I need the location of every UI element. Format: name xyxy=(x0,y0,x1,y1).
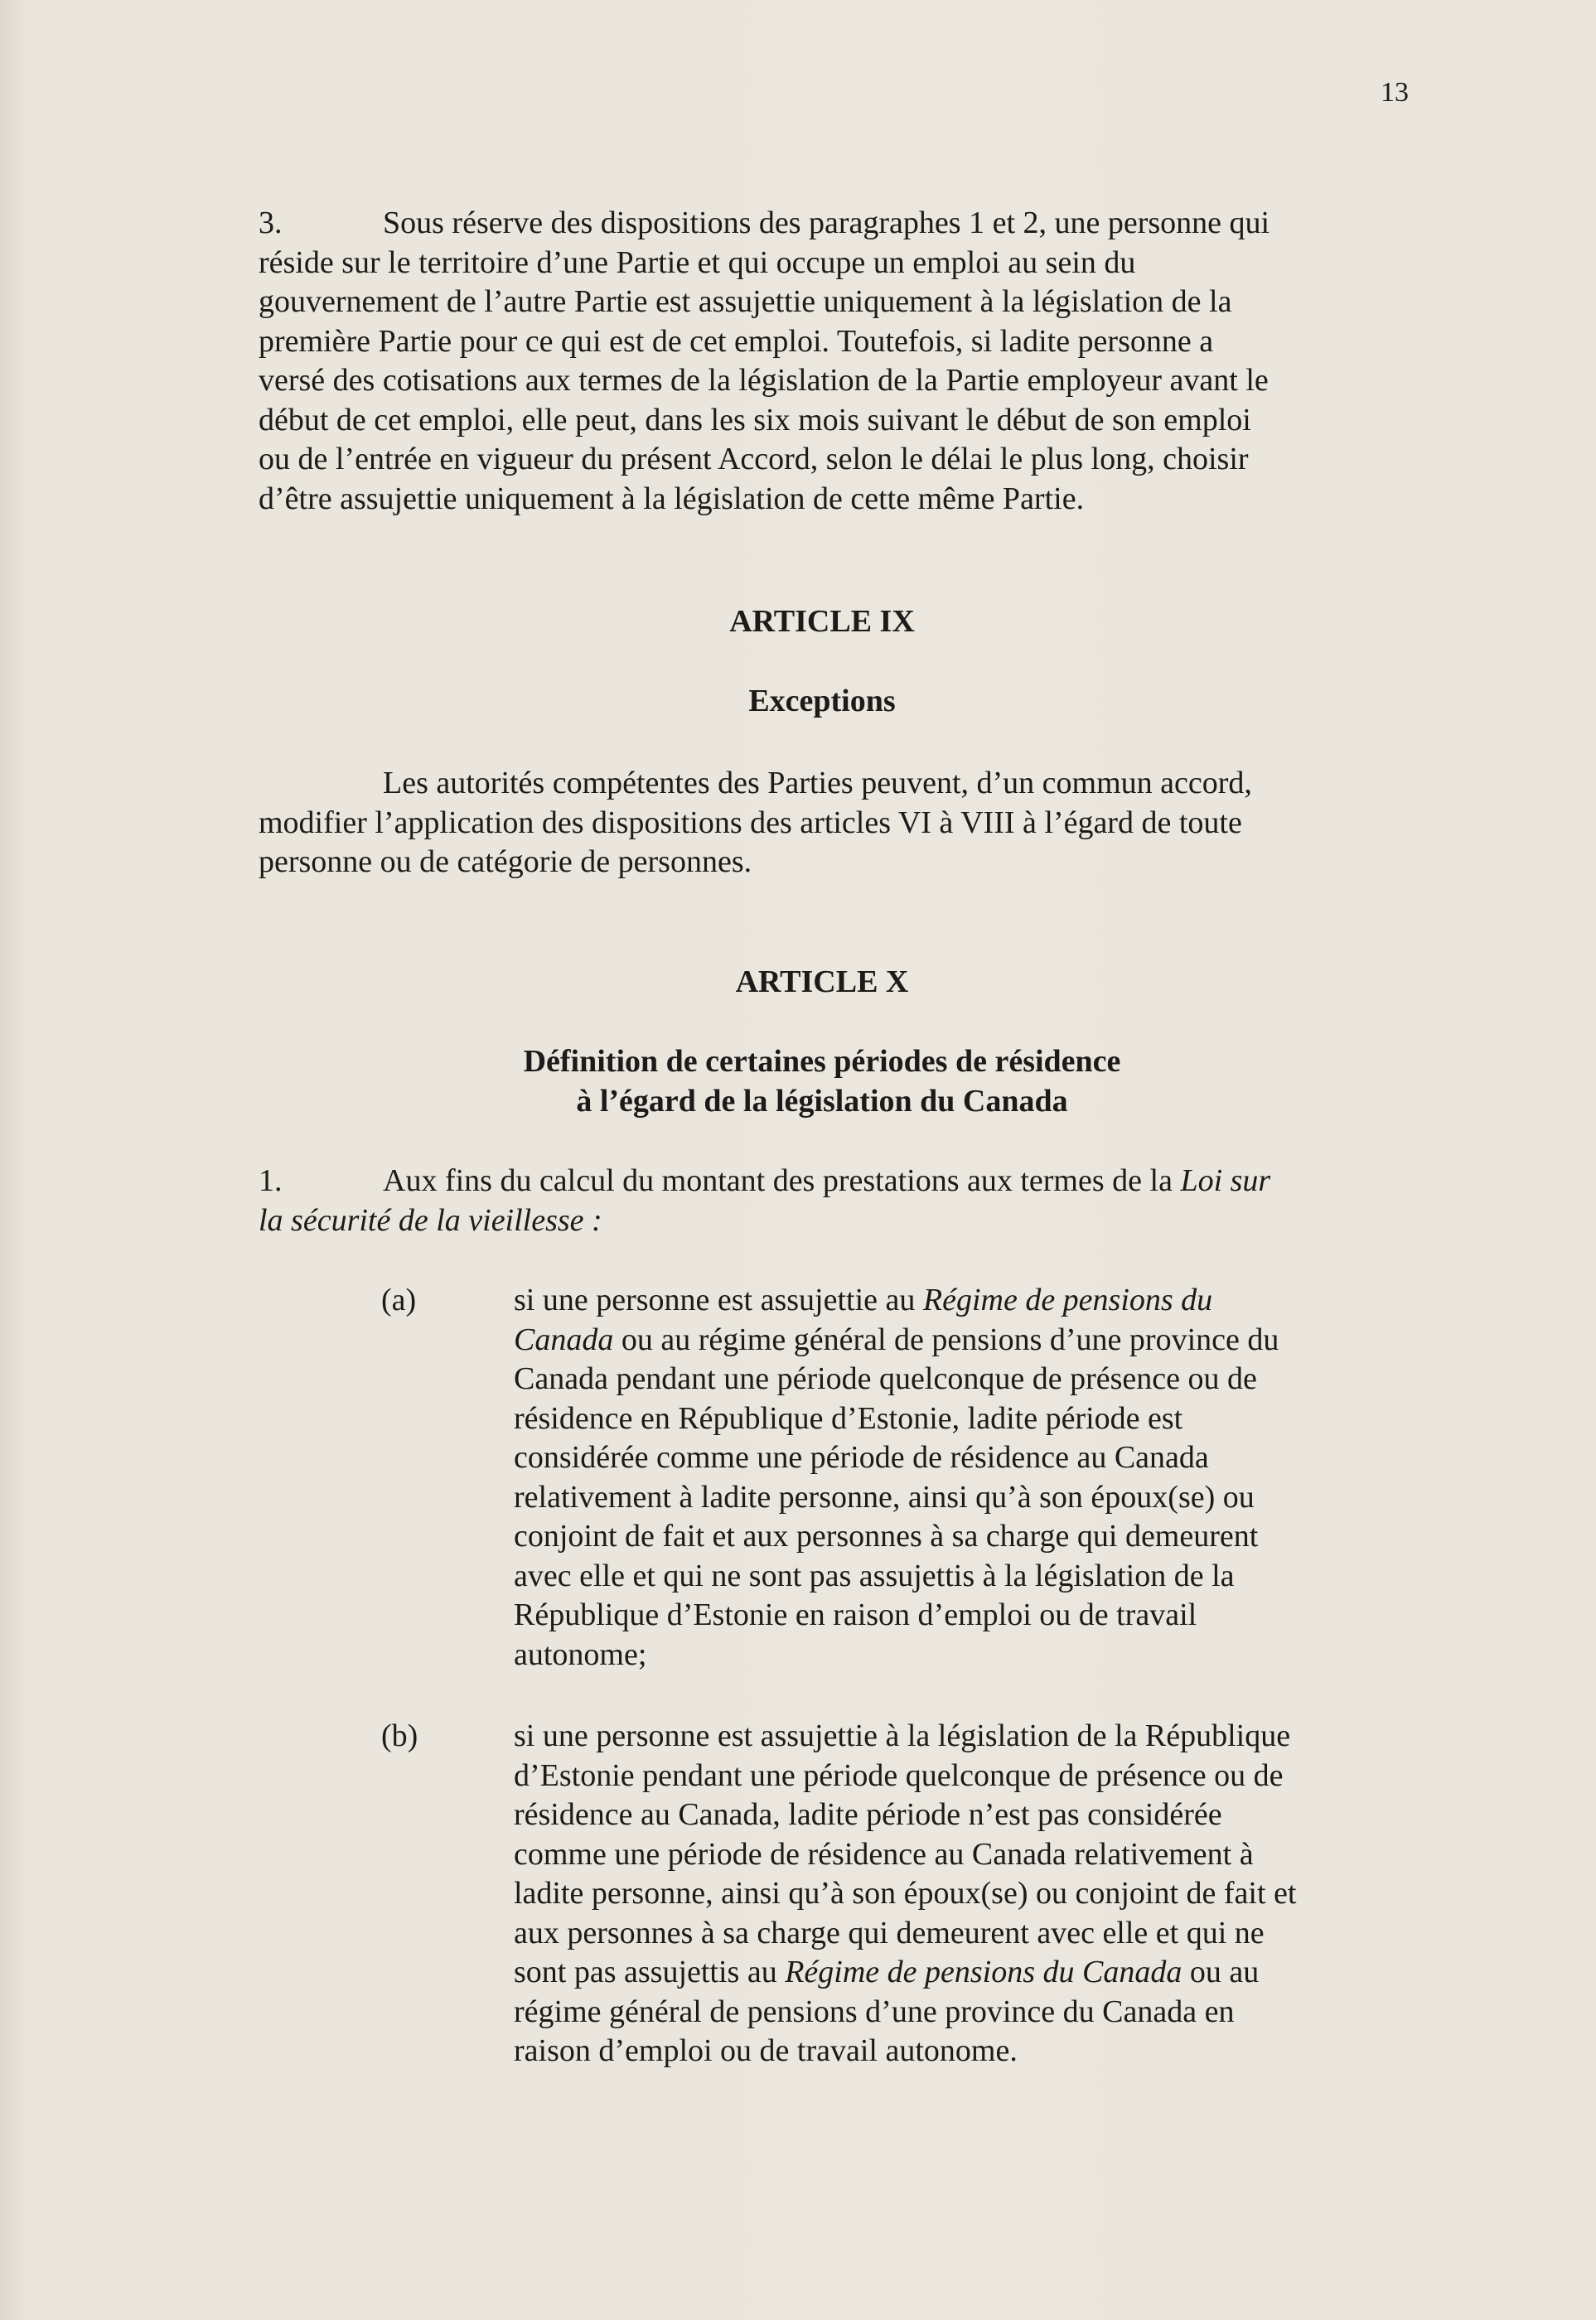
subparagraph-text xyxy=(514,1281,1392,1675)
paragraph-line: résidence en République d’Estonie, ladite période est xyxy=(514,1400,1183,1436)
subheading-line: à l’égard de la législation du Canada xyxy=(576,1083,1068,1119)
paragraph-line: relativement à ladite personne, ainsi qu’à son époux(se) ou xyxy=(514,1479,1255,1515)
paragraph-line: autonome; xyxy=(514,1636,647,1672)
plan-name-italic: Régime de pensions du Canada xyxy=(785,1955,1182,1989)
paragraph-line: considérée comme une période de résidence au Canada xyxy=(514,1440,1209,1475)
article-9-subheading: Exceptions xyxy=(748,684,896,718)
page-number: 13 xyxy=(1381,77,1409,108)
subparagraph-label: (b) xyxy=(381,1718,418,1753)
paragraph-line xyxy=(259,1201,1386,1241)
law-title-italic: Loi sur xyxy=(1180,1163,1271,1198)
subparagraph-label: (a) xyxy=(381,1283,417,1317)
paragraph-line: Canada pendant une période quelconque de présence ou de xyxy=(514,1361,1257,1396)
subparagraph-text xyxy=(514,1717,1392,2071)
paragraph-line: d’être assujettie uniquement à la législation de cette même Partie. xyxy=(259,481,1085,516)
paragraph-line: ou de l’entrée en vigueur du présent Accord, selon le délai le plus long, choisir xyxy=(259,442,1249,476)
paragraph-line: Les autorités compétentes des Parties peuvent, d’un commun accord, xyxy=(383,766,1252,800)
article-9-heading: ARTICLE IX xyxy=(729,604,915,639)
article-10-heading: ARTICLE X xyxy=(735,964,909,999)
paragraph-3 xyxy=(259,204,1377,519)
paragraph-line: si une personne est assujettie à la législation de la République xyxy=(514,1718,1291,1753)
article-10-paragraph-1 xyxy=(259,1162,1386,1240)
plan-name-italic: Canada xyxy=(514,1322,614,1357)
paragraph-line: régime général de pensions d’une province du Canada en xyxy=(514,1994,1235,2029)
paragraph-line: si une personne est assujettie au Régime de pensions du xyxy=(514,1283,1213,1317)
article-9-paragraph xyxy=(259,764,1377,882)
paragraph-line: aux personnes à sa charge qui demeurent avec elle et qui ne xyxy=(514,1915,1265,1950)
subheading-line: Définition de certaines périodes de résidence xyxy=(523,1044,1121,1079)
paragraph-line: 3. Sous réserve des dispositions des paragraphes 1 et 2, une personne qui xyxy=(259,204,1377,244)
law-title-italic: la sécurité de la vieillesse : xyxy=(259,1202,602,1238)
paragraph-line: réside sur le territoire d’une Partie et qui occupe un emploi au sein du xyxy=(259,244,1136,280)
paragraph-line: première Partie pour ce qui est de cet emploi. Toutefois, si ladite personne a xyxy=(259,323,1214,359)
paragraph-number: 3. xyxy=(259,205,283,240)
article-10-subheading xyxy=(259,1042,1386,1121)
paragraph-line: comme une période de résidence au Canada relativement à xyxy=(514,1836,1254,1872)
paragraph-line: conjoint de fait et aux personnes à sa charge qui demeurent xyxy=(514,1519,1259,1554)
paragraph-line: 1. Aux fins du calcul du montant des prestations aux termes de la Loi sur xyxy=(259,1162,1386,1201)
paragraph-line: République d’Estonie en raison d’emploi ou de travail xyxy=(514,1597,1197,1632)
plan-name-italic: Régime de pensions du xyxy=(922,1283,1213,1317)
paragraph-line: personne ou de catégorie de personnes. xyxy=(259,844,752,879)
paragraph-line: ladite personne, ainsi qu’à son époux(se) ou conjoint de fait et xyxy=(514,1876,1297,1911)
paragraph-line: modifier l’application des dispositions des articles VI à VIII à l’égard de toute xyxy=(259,805,1242,840)
paragraph-line: versé des cotisations aux termes de la législation de la Partie employeur avant le xyxy=(259,363,1269,398)
paragraph-line: début de cet emploi, elle peut, dans les six mois suivant le début de son emploi xyxy=(259,402,1251,437)
paragraph-line: d’Estonie pendant une période quelconque de présence ou de xyxy=(514,1757,1284,1793)
paragraph-line: raison d’emploi ou de travail autonome. xyxy=(514,2033,1018,2068)
paragraph-line: Canada ou au régime général de pensions d’une province du xyxy=(514,1322,1279,1357)
paragraph-line: gouvernement de l’autre Partie est assujettie uniquement à la législation de la xyxy=(259,284,1232,319)
paragraph-line: avec elle et qui ne sont pas assujettis à la législation de la xyxy=(514,1558,1235,1593)
paragraph-line: sont pas assujettis au Régime de pensions du Canada ou au xyxy=(514,1955,1260,1989)
paragraph-number: 1. xyxy=(259,1163,283,1198)
paragraph-line: résidence au Canada, ladite période n’est pas considérée xyxy=(514,1797,1222,1832)
